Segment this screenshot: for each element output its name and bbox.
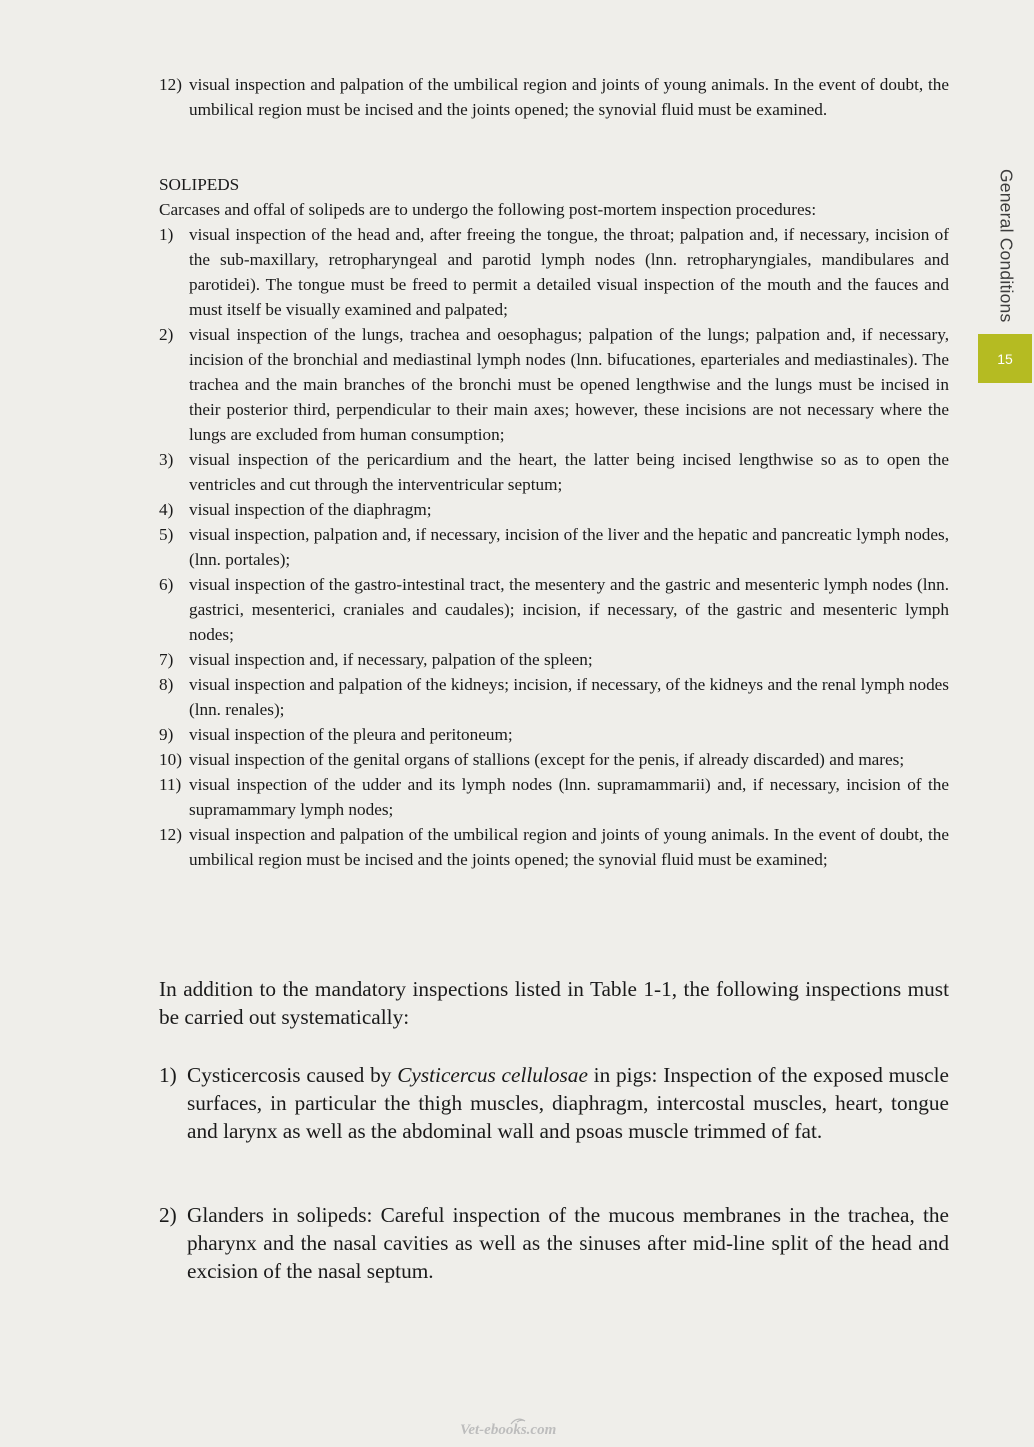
page-number-badge [978,334,1032,383]
item-number: 11) [159,775,182,794]
item-number: 1) [159,1063,177,1087]
item-text: Glanders in solipeds: Careful inspection of the mucous membranes in the trachea, the pharynx and the nasal cavities as well as the sinuses after mid-line split of the head and excision of the nasal septum. [187,1203,949,1283]
item-text: visual inspection of the genital organs of stallions (except for the penis, if already discarded) and mares; [189,750,905,769]
item-text: visual inspection of the diaphragm; [189,500,432,519]
item-text: visual inspection of the udder and its lymph nodes (lnn. supramammarii) and, if necessary, incision of the supramammary lymph nodes; [189,775,949,819]
item-number: 4) [159,500,174,519]
item-number: 6) [159,575,174,594]
item-number: 1) [159,225,174,244]
list-item [159,1201,949,1285]
page-number: 15 [997,350,1013,367]
item-number: 8) [159,675,174,694]
item-text-before: Cysticercosis caused by [187,1063,398,1087]
item-text-after: in pigs: Inspection of the exposed muscle surfaces, in particular the thigh muscles, diaphragm, intercostal muscles, heart, tongue and larynx as well as the abdominal wall and psoas muscle trimmed of fat. [187,1063,949,1143]
solipeds-heading: SOLIPEDS [159,175,240,194]
item-text: visual inspection of the lungs, trachea and oesophagus; palpation of the lungs; palpation and, if necessary, incision of the bronchial and mediastinal lymph nodes (lnn. bifucationes, eparteriales and mediastinales). The trachea and the main branches of the bronchi must be opened lengthwise and the lungs must be incised in their posterior third, perpendicular to their main axes; however, these incisions are not necessary where the lungs are excluded from human consumption; [189,325,949,444]
item-text: visual inspection and palpation of the umbilical region and joints of young animals. In the event of doubt, the umbilical region must be incised and the joints opened; the synovial fluid must be examined. [189,75,949,119]
list-item [159,672,949,722]
item-text: visual inspection and, if necessary, palpation of the spleen; [189,650,593,669]
item-number: 10) [159,750,182,769]
chapter-title: General Conditions [996,169,1017,323]
item-number: 7) [159,650,174,669]
list-item [159,772,949,822]
watermark-icon [459,1415,577,1439]
solipeds-list [159,222,949,872]
list-item [159,522,949,572]
list-item [159,722,949,747]
list-item [159,72,949,122]
item-number: 2) [159,1203,177,1227]
list-item [159,222,949,322]
additional-item-1 [159,1061,949,1145]
watermark-logo [459,1415,577,1439]
item-text: visual inspection and palpation of the umbilical region and joints of young animals. In the event of doubt, the umbilical region must be incised and the joints opened; the synovial fluid must be examined; [189,825,949,869]
intro-item [159,72,949,122]
item-number: 2) [159,325,174,344]
item-number: 3) [159,450,174,469]
item-number: 9) [159,725,174,744]
item-number: 5) [159,525,174,544]
item-text: visual inspection of the pericardium and the heart, the latter being incised lengthwise so as to open the ventricles and cut through the interventricular septum; [189,450,949,494]
additional-intro: In addition to the mandatory inspections listed in Table 1-1, the following inspections must be carried out systematically: [159,977,949,1029]
list-item [159,1061,949,1145]
item-text: visual inspection, palpation and, if necessary, incision of the liver and the hepatic and pancreatic lymph nodes, (lnn. portales); [189,525,949,569]
item-text: visual inspection of the head and, after freeing the tongue, the throat; palpation and, if necessary, incision of the sub-maxillary, retropharyngeal and parotid lymph nodes (lnn. retropharyngiales, mandibulares and parotidei). The tongue must be freed to permit a detailed visual inspection of the mouth and the fauces and must itself be visually examined and palpated; [189,225,949,319]
item-number: 12) [159,75,182,94]
chapter-tab [978,160,1034,332]
list-item [159,497,949,522]
item-text: visual inspection of the pleura and peritoneum; [189,725,513,744]
list-item [159,322,949,447]
item-text: visual inspection of the gastro-intestinal tract, the mesentery and the gastric and mesenteric lymph nodes (lnn. gastrici, mesenterici, craniales and caudales); incision, if necessary, of the gastric and mesenteric lymph nodes; [189,575,949,644]
list-item [159,822,949,872]
item-text: visual inspection and palpation of the kidneys; incision, if necessary, of the kidneys and the renal lymph nodes (lnn. renales); [189,675,949,719]
watermark-text: Vet-ebooks.com [460,1422,557,1438]
list-item [159,647,949,672]
item-text-italic: Cysticercus cellulosae [397,1063,588,1087]
solipeds-section [159,197,949,872]
list-item [159,747,949,772]
additional-item-2 [159,1201,949,1285]
solipeds-intro: Carcases and offal of solipeds are to undergo the following post-mortem inspection procedures: [159,200,817,219]
list-item [159,572,949,647]
item-number: 12) [159,825,182,844]
list-item [159,447,949,497]
